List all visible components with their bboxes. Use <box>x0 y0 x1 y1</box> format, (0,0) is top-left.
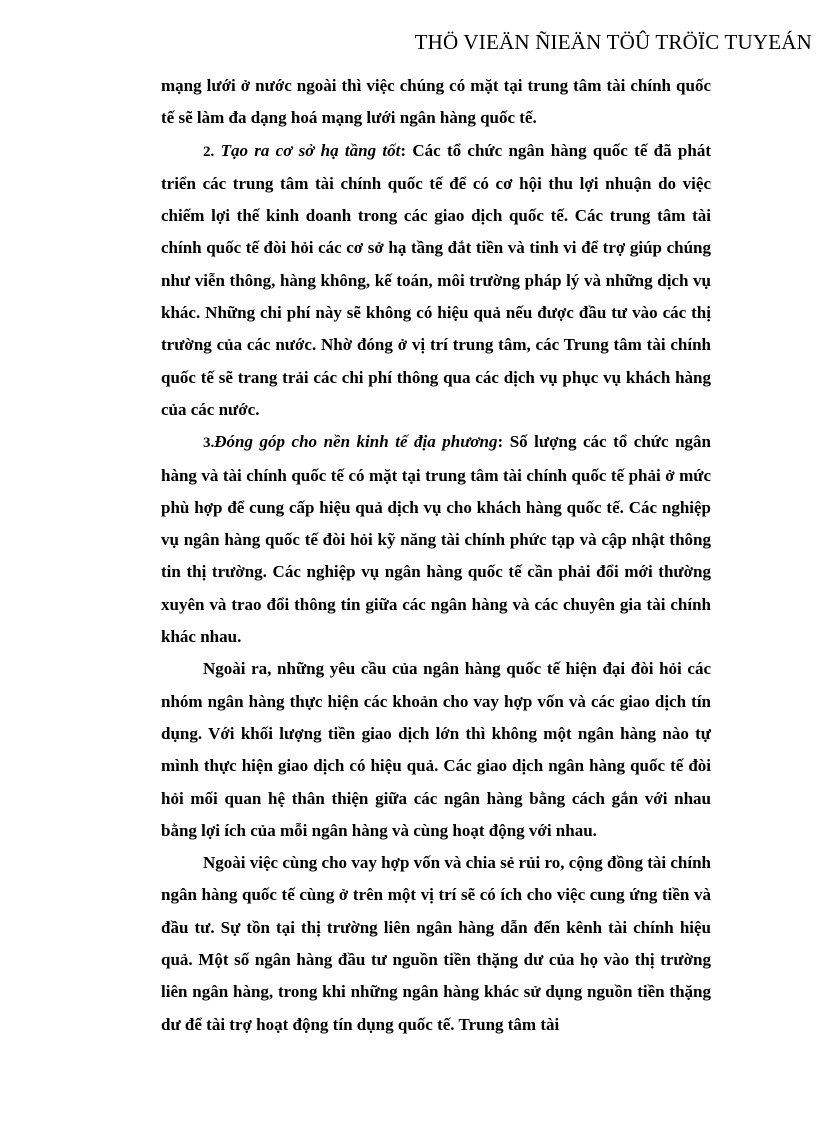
paragraph-local-economy <box>161 426 711 653</box>
document-body <box>161 70 711 1041</box>
item-text: : Số lượng các tổ chức ngân hàng và tài chính quốc tế có mặt tại trung tâm tài chính quốc tế phải ở mức phù hợp để cung cấp hiệu quả dịch vụ cho khách hàng quốc tế. Các nghiệp vụ ngân hàng quốc tế đòi hỏi kỹ năng tài chính phức tạp và cập nhật thông tin thị trường. Các nghiệp vụ ngân hàng quốc tế cần phải đổi mới thường xuyên và trao đổi thông tin giữa các ngân hàng và các chuyên gia tài chính khác nhau. <box>161 432 711 647</box>
paragraph-continuation: mạng lưới ở nước ngoài thì việc chúng có mặt tại trung tâm tài chính quốc tế sẽ làm đa dạng hoá mạng lưới ngân hàng quốc tế. <box>161 76 711 128</box>
item-heading: Đóng góp cho nền kinh tế địa phương <box>214 432 498 452</box>
item-heading: Tạo ra cơ sở hạ tầng tốt <box>220 140 401 160</box>
item-number: 2. <box>203 143 215 160</box>
item-text: : Các tổ chức ngân hàng quốc tế đã phát triển các trung tâm tài chính quốc tế để có cơ hội thu lợi nhuận do việc chiếm lợi thế kinh doanh trong các giao dịch quốc tế. Các trung tâm tài chính quốc tế đòi hỏi các cơ sở hạ tầng đắt tiền và tinh vi để trợ giúp chúng như viễn thông, hàng không, kế toán, môi trường pháp lý và những dịch vụ khác. Những chi phí này sẽ không có hiệu quả nếu được đầu tư vào các thị trường của các nước. Nhờ đóng ở vị trí trung tâm, các Trung tâm tài chính quốc tế sẽ trang trải các chi phí thông qua các dịch vụ phục vụ khách hàng của các nước. <box>161 140 711 419</box>
paragraph-infrastructure <box>161 135 711 427</box>
paragraph-syndicated-loans: Ngoài ra, những yêu cầu của ngân hàng quốc tế hiện đại đòi hỏi các nhóm ngân hàng thực hiện các khoản cho vay hợp vốn và các giao dịch tín dụng. Với khối lượng tiền giao dịch lớn thì không một ngân hàng nào tự mình thực hiện giao dịch có hiệu quả. Các giao dịch ngân hàng quốc tế đòi hỏi mối quan hệ thân thiện giữa các ngân hàng bằng cách gắn với nhau bằng lợi ích của mỗi ngân hàng và cùng hoạt động với nhau. <box>161 659 711 840</box>
library-header: THÖ VIEÄN ÑIEÄN TÖÛ TRÖÏC TUYEÁN <box>414 30 812 54</box>
paragraph-interbank-market: Ngoài việc cùng cho vay hợp vốn và chia sẻ rủi ro, cộng đồng tài chính ngân hàng quốc tế cùng ở trên một vị trí sẽ có ích cho việc cung ứng tiền và đầu tư. Sự tồn tại thị trường liên ngân hàng dẫn đến kênh tài chính hiệu quả. Một số ngân hàng đầu tư nguồn tiền thặng dư của họ vào thị trường liên ngân hàng, trong khi những ngân hàng khác sử dụng nguồn tiền thặng dư để tài trợ hoạt động tín dụng quốc tế. Trung tâm tài <box>161 853 711 1034</box>
item-number: 3. <box>203 435 215 452</box>
